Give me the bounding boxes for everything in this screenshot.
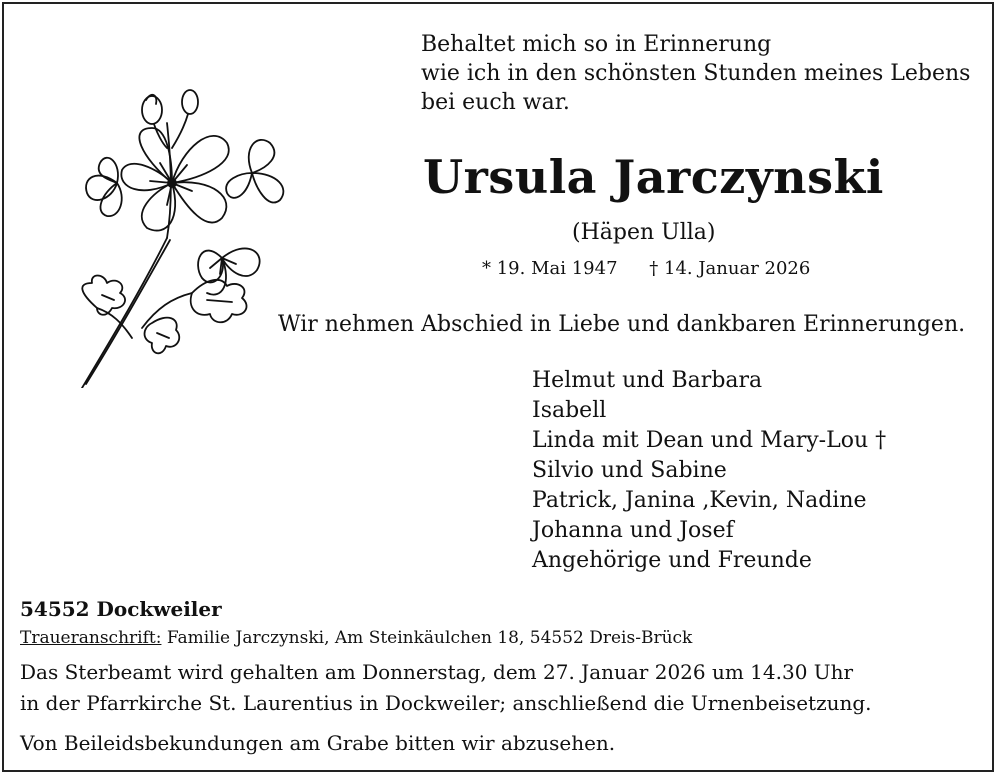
geranium-flower-icon (72, 88, 292, 388)
mourners-list (532, 366, 886, 576)
place-heading: 54552 Dockweiler (20, 597, 222, 621)
condolence-note: Von Beileidsbekundungen am Grabe bitten wir abzusehen. (20, 731, 616, 755)
death-date: † 14. Januar 2026 (649, 258, 811, 279)
verse (421, 30, 970, 117)
birth-date: * 19. Mai 1947 (482, 258, 618, 279)
mourner-entry: Silvio und Sabine (532, 458, 727, 483)
deceased-nickname: (Häpen Ulla) (572, 220, 716, 245)
mourner-entry: Angehörige und Freunde (532, 548, 812, 573)
mourner-entry: Helmut und Barbara (532, 368, 763, 393)
farewell-text: Wir nehmen Abschied in Liebe und dankbaren Erinnerungen. (278, 312, 966, 337)
service-line: Das Sterbeamt wird gehalten am Donnerstag, dem 27. Januar 2026 um 14.30 Uhr (20, 660, 854, 684)
mourner-entry: Linda mit Dean und Mary-Lou † (532, 428, 887, 453)
verse-line: bei euch war. (421, 90, 570, 115)
verse-line: Behaltet mich so in Erinnerung (421, 32, 772, 57)
mourner-entry: Isabell (532, 398, 607, 423)
mourning-address (20, 628, 692, 648)
service-line: in der Pfarrkirche St. Laurentius in Dockweiler; anschließend die Urnenbeisetzung. (20, 691, 872, 715)
deceased-name: Ursula Jarczynski (423, 150, 884, 204)
service-info (20, 657, 872, 719)
verse-line: wie ich in den schönsten Stunden meines Lebens (421, 61, 971, 86)
address-value: Familie Jarczynski, Am Steinkäulchen 18, 54552 Dreis-Brück (161, 628, 693, 648)
life-dates (482, 258, 836, 279)
address-label: Traueranschrift: (20, 628, 162, 648)
mourner-entry: Patrick, Janina ,Kevin, Nadine (532, 488, 867, 513)
mourner-entry: Johanna und Josef (532, 518, 734, 543)
